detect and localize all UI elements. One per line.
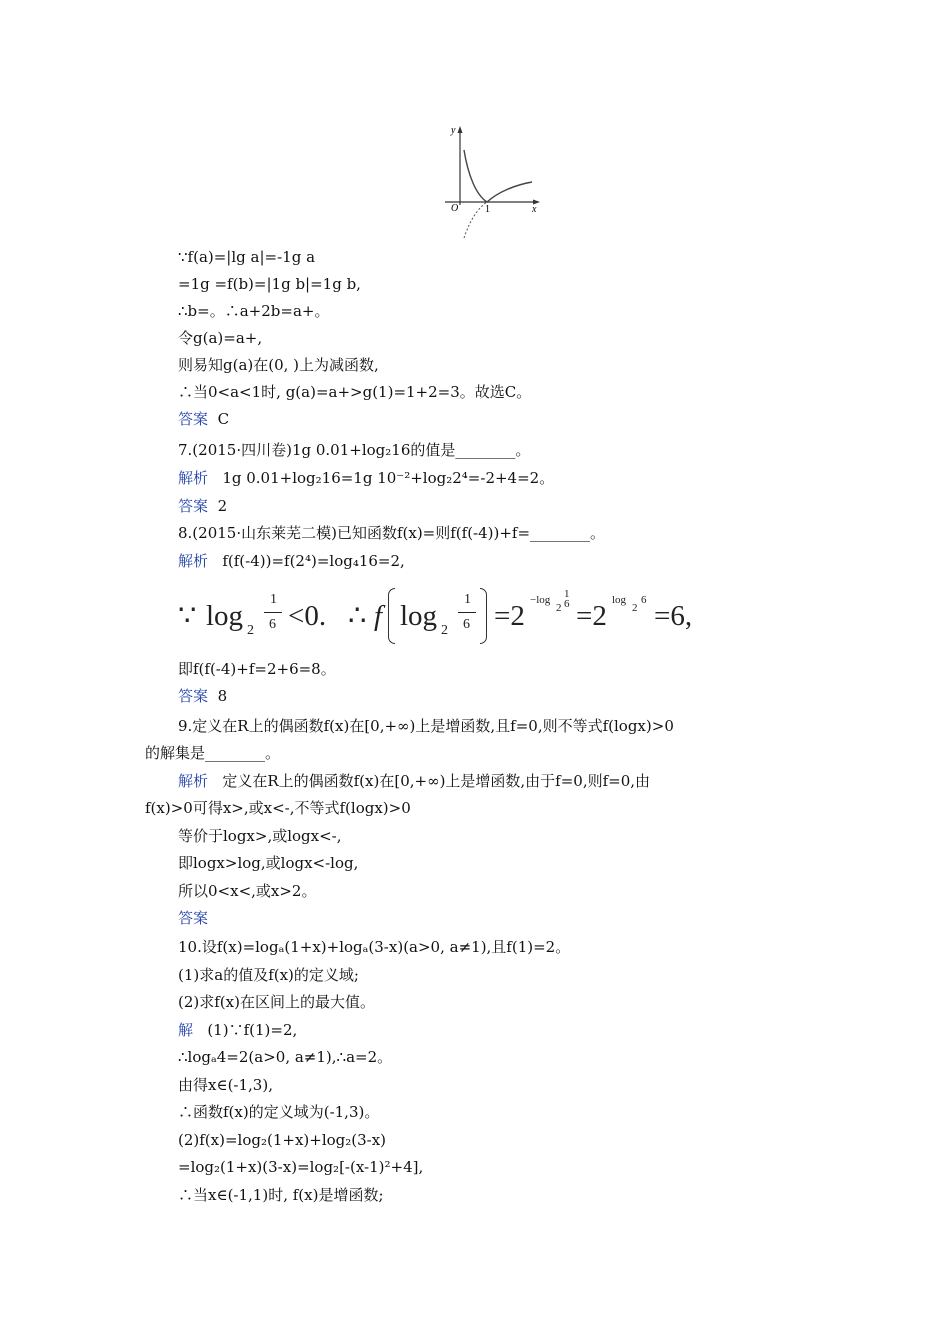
- answer-label: 答案: [178, 687, 209, 705]
- y-label: y: [451, 125, 456, 136]
- exponent-1-num: 1: [564, 588, 570, 600]
- text-line-4: 令g(a)=a+,: [178, 329, 263, 347]
- text-line-5: 则易知g(a)在(0, )上为减函数,: [178, 356, 379, 374]
- equals-two-1: =2: [494, 600, 525, 632]
- solution-10-line-2: ∴logₐ4=2(a>0, a≠1),∴a=2。: [178, 1048, 393, 1066]
- because-symbol: ∵: [178, 600, 197, 632]
- question-9-cont: 的解集是________。: [145, 744, 281, 762]
- question-10: 10.设f(x)=logₐ(1+x)+logₐ(3-x)(a>0, a≠1),且f(1)=2。: [178, 938, 571, 956]
- solution-9-line-4: 即logx>log,或logx<-log,: [178, 854, 359, 872]
- solution-10-line-6: =log₂(1+x)(3-x)=log₂[-(x-1)²+4],: [178, 1158, 424, 1176]
- exponent-2-arg: 6: [641, 594, 647, 606]
- answer-label: 答案: [178, 410, 209, 428]
- question-10-part-1: (1)求a的值及f(x)的定义域;: [178, 966, 359, 984]
- fraction-denominator: 6: [269, 617, 276, 632]
- text-line-3: ∴b=。∴a+2b=a+。: [178, 302, 330, 320]
- solution-10-line-4: ∴函数f(x)的定义域为(-1,3)。: [178, 1103, 380, 1121]
- answer-value: 2: [217, 497, 228, 515]
- answer-value: 8: [217, 687, 228, 705]
- left-paren: [388, 588, 395, 644]
- equals-six: =6,: [654, 600, 693, 632]
- solution-text: (1)∵f(1)=2,: [207, 1021, 298, 1039]
- log-base-2: 2: [441, 623, 448, 638]
- exponent-1: −log: [530, 594, 551, 606]
- solution-9-line-2: f(x)>0可得x>,或x<-,不等式f(logx)>0: [145, 799, 411, 817]
- solution-7: [178, 468, 554, 488]
- function-f: f: [374, 600, 383, 632]
- question-10-part-2: (2)求f(x)在区间上的最大值。: [178, 993, 375, 1011]
- exponent-1-den: 6: [564, 598, 570, 610]
- solution-label: 解析: [178, 469, 209, 487]
- log-dashed-curve: [464, 202, 487, 238]
- exponent-1-base: 2: [556, 602, 562, 614]
- solution-label: 解析: [178, 772, 209, 790]
- solution-10-line-5: (2)f(x)=log₂(1+x)+log₂(3-x): [178, 1131, 387, 1149]
- fraction-bar-2: [458, 612, 476, 613]
- solution-10-line-3: 由得x∈(-1,3),: [178, 1076, 273, 1094]
- solution-text: 定义在R上的偶函数f(x)在[0,+∞)上是增函数,由于f=0,则f=0,由: [222, 772, 651, 790]
- fraction-numerator: 1: [270, 592, 277, 607]
- answer-label: 答案: [178, 497, 209, 515]
- fraction-bar: [264, 612, 282, 613]
- solution-label: 解: [178, 1021, 194, 1039]
- answer-line-8: [178, 686, 227, 706]
- exponent-2-base: 2: [632, 602, 638, 614]
- answer-line-9: 答案: [178, 909, 209, 927]
- fraction-numerator-2: 1: [464, 592, 471, 607]
- log-graph: [440, 120, 550, 240]
- answer-line-7: [178, 496, 227, 516]
- right-paren: [480, 588, 487, 644]
- log-text: log: [206, 600, 244, 632]
- solution-9: [178, 771, 650, 791]
- question-7: 7.(2015·四川卷)1g 0.01+log₂16的值是________。: [178, 441, 531, 459]
- answer-line-1: [178, 409, 229, 429]
- exponent-2: log: [612, 594, 627, 606]
- solution-10: [178, 1020, 297, 1040]
- text-line-6: ∴当0<a<1时, g(a)=a+>g(1)=1+2=3。故选C。: [178, 383, 532, 401]
- text-line-1: ∵f(a)=|lg a|=-1g a: [178, 248, 316, 266]
- abs-log-curve: [464, 150, 532, 202]
- solution-label: 解析: [178, 552, 209, 570]
- solution-9-line-3: 等价于logx>,或logx<-,: [178, 827, 342, 845]
- solution-8: [178, 551, 405, 571]
- log-base: 2: [247, 623, 254, 638]
- equals-two-2: =2: [576, 600, 607, 632]
- question-9: 9.定义在R上的偶函数f(x)在[0,+∞)上是增函数,且f=0,则不等式f(logx)>0: [178, 717, 674, 735]
- q8-line-2: 即f(f(-4)+f=2+6=8。: [178, 660, 336, 678]
- less-than-zero: <0.: [288, 600, 327, 632]
- log-formula: [178, 588, 738, 648]
- x-label: x: [532, 204, 537, 215]
- fraction-denominator-2: 6: [463, 617, 470, 632]
- solution-10-line-7: ∴当x∈(-1,1)时, f(x)是增函数;: [178, 1186, 384, 1204]
- question-8: 8.(2015·山东莱芜二模)已知函数f(x)=则f(f(-4))+f=________。: [178, 524, 606, 542]
- solution-text: 1g 0.01+log₂16=1g 10⁻²+log₂2⁴=-2+4=2。: [222, 469, 555, 487]
- solution-text: f(f(-4))=f(2⁴)=log₄16=2,: [222, 552, 405, 570]
- solution-9-line-5: 所以0<x<,或x>2。: [178, 882, 317, 900]
- one-label: 1: [485, 204, 490, 215]
- origin-label: O: [451, 203, 459, 214]
- text-line-2: =1g =f(b)=|1g b|=1g b,: [178, 275, 361, 293]
- log-text-2: log: [400, 600, 438, 632]
- answer-value: C: [217, 410, 230, 428]
- y-axis-arrow: [458, 126, 463, 133]
- therefore-symbol: ∴: [348, 600, 367, 632]
